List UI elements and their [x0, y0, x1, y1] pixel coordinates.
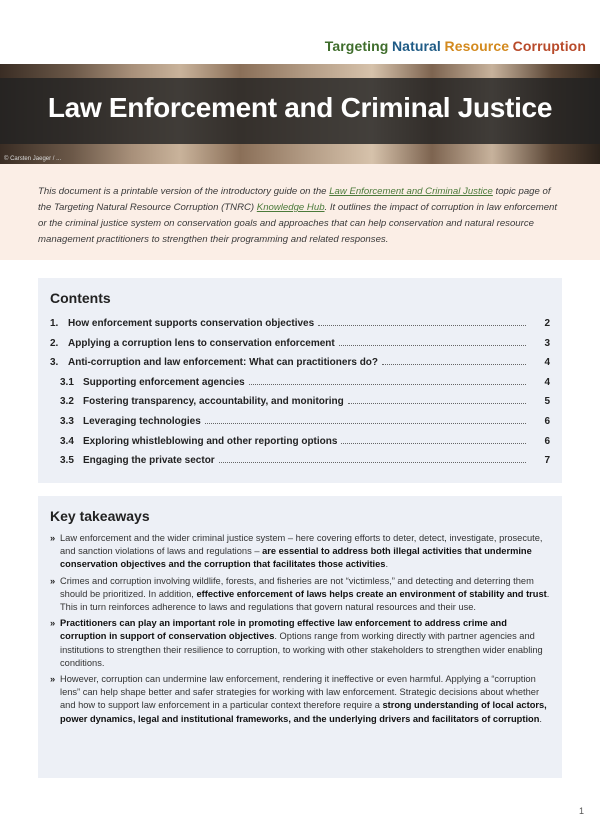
takeaway-item	[50, 532, 550, 572]
toc-subentry[interactable]	[50, 377, 550, 397]
toc-label: Engaging the private sector	[83, 455, 215, 467]
toc-subentry[interactable]	[50, 455, 550, 475]
logo-word-1: Targeting	[324, 38, 389, 54]
toc-subentry[interactable]	[50, 436, 550, 456]
bullet-icon: »	[50, 618, 56, 629]
page-title: Law Enforcement and Criminal Justice	[47, 92, 553, 123]
key-takeaways-box	[38, 496, 562, 778]
intro-text-2: topic page of the Targeting Natural Resource Corruption (TNRC)	[38, 186, 551, 213]
logo-word-2: Natural	[391, 38, 441, 54]
takeaway-plain: Law enforcement and the wider criminal justice system – here covering efforts to deter, detect, investigate, prosecute, and sanction violations of laws and regulations –	[60, 533, 543, 557]
toc-label: Leveraging technologies	[83, 415, 201, 427]
takeaway-bold: strong understanding of local actors, power dynamics, legal and institutional frameworks, and the underlying drivers and facilitators of corruption	[60, 700, 547, 724]
logo-word-4: Corruption	[512, 38, 586, 54]
toc-label: Exploring whistleblowing and other reporting options	[83, 435, 338, 447]
toc-number: 2.	[50, 337, 59, 349]
toc-entry[interactable]	[50, 318, 550, 338]
toc-entry[interactable]	[50, 357, 550, 377]
takeaway-item	[50, 617, 550, 670]
toc-leader	[382, 357, 526, 365]
takeaway-bold: are essential to address both illegal activities that undermine conservation objectives and the corruption that facilitates those activities	[60, 546, 532, 570]
hero-banner	[0, 64, 600, 164]
toc-leader	[219, 455, 526, 463]
toc-number: 3.1	[60, 376, 74, 388]
toc-number: 1.	[50, 318, 59, 329]
intro-text-3: . It outlines the impact of corruption in law enforcement or the criminal justice system on conservation goals and approaches that can help conservation and natural resource management practitioners to strengthen their programming and related responses.	[38, 202, 558, 245]
toc-page: 6	[544, 435, 550, 447]
toc-leader	[348, 396, 526, 404]
toc-leader	[318, 318, 526, 326]
toc-number: 3.4	[60, 435, 74, 447]
toc-label: Applying a corruption lens to conservation enforcement	[68, 337, 335, 349]
takeaway-plain: .	[539, 713, 542, 724]
toc-number: 3.5	[60, 455, 74, 467]
toc-subentry[interactable]	[50, 396, 550, 416]
takeaway-item	[50, 575, 550, 615]
takeaways-heading: Key takeaways	[50, 508, 150, 524]
toc-number: 3.	[50, 357, 59, 369]
toc-page: 4	[544, 376, 550, 388]
takeaway-plain: .	[385, 559, 389, 570]
toc-leader	[339, 338, 526, 346]
toc-leader	[205, 416, 526, 424]
takeaway-text	[60, 617, 550, 670]
bullet-icon: »	[50, 533, 56, 543]
takeaway-plain: Crimes and corruption involving wildlife, forests, and fisheries are not “victimless,” and detecting and deterring them should be prioritized. In addition,	[60, 575, 534, 599]
takeaway-text	[60, 532, 550, 572]
photo-credit: © Carsten Jaeger / ...	[4, 156, 62, 162]
tnrc-logo	[325, 38, 586, 54]
toc-label: How enforcement supports conservation objectives	[68, 318, 315, 329]
toc-subentry[interactable]	[50, 416, 550, 436]
takeaway-text	[60, 673, 550, 726]
knowledge-hub-link[interactable]: Knowledge Hub	[256, 202, 325, 213]
toc-label: Supporting enforcement agencies	[83, 376, 245, 388]
toc-number: 3.3	[60, 415, 74, 427]
page-number: 1	[578, 806, 584, 816]
toc-label: Anti-corruption and law enforcement: What can practitioners do?	[68, 357, 379, 369]
toc-list	[50, 318, 550, 475]
toc-page: 4	[544, 357, 550, 369]
toc-page: 6	[544, 415, 550, 427]
toc-number: 3.2	[60, 396, 74, 408]
takeaway-plain: . Options range from working directly with partner agencies and institutions to strengthen their resilience to corruption, to working with other stakeholders to strengthen wider enabling conditions.	[60, 631, 543, 668]
toc-entry[interactable]	[50, 338, 550, 358]
intro-text	[38, 184, 562, 248]
takeaway-plain: . This in turn reinforces adherence to laws and regulations that govern natural resources and their use.	[60, 588, 550, 613]
takeaway-bold: effective enforcement of laws helps create an environment of stability and trust	[196, 588, 547, 599]
intro-panel	[0, 164, 600, 260]
intro-text-1: This document is a printable version of the introductory guide on the	[38, 186, 330, 197]
toc-page: 2	[544, 318, 550, 329]
toc-page: 3	[544, 337, 550, 349]
takeaway-bold: Practitioners can play an important role in promoting effective law enforcement to address crime and corruption in support of conservation objectives	[60, 618, 507, 642]
toc-page: 5	[544, 396, 550, 408]
toc-leader	[249, 377, 526, 385]
bullet-icon: »	[50, 674, 56, 685]
toc-label: Fostering transparency, accountability, and monitoring	[83, 396, 344, 408]
takeaway-plain: However, corruption can undermine law enforcement, rendering it ineffective or even harmful. Applying a “corruption lens” can help shape better and safer strategies for working with law enforcement. Strategic decisions about whether and how to support law enforcement in a particular context therefore require a	[60, 674, 540, 711]
topic-page-link[interactable]: Law Enforcement and Criminal Justice	[329, 186, 493, 197]
takeaway-text	[60, 575, 550, 615]
toc-page: 7	[544, 455, 550, 467]
contents-box	[38, 278, 562, 483]
contents-heading: Contents	[50, 290, 111, 306]
takeaway-item	[50, 673, 550, 726]
bullet-icon: »	[50, 575, 56, 586]
toc-leader	[341, 436, 526, 444]
logo-word-3: Resource	[444, 38, 510, 54]
